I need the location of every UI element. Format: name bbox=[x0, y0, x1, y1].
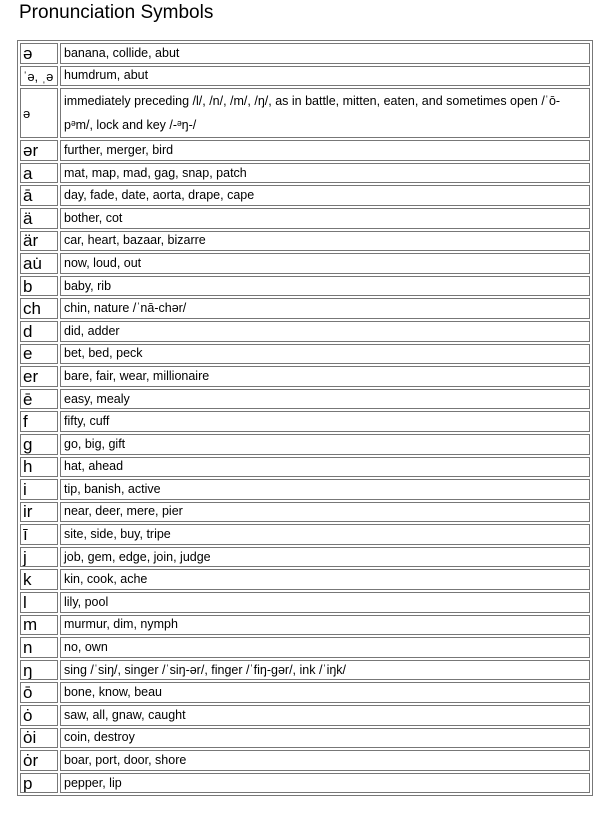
symbol-cell: p bbox=[20, 773, 58, 794]
table-row bbox=[20, 366, 590, 387]
examples-cell: near, deer, mere, pier bbox=[60, 502, 590, 523]
table-row bbox=[20, 705, 590, 726]
symbol-cell: n bbox=[20, 637, 58, 658]
symbol-text: ˈə, ˌə bbox=[23, 68, 54, 84]
table-row bbox=[20, 502, 590, 523]
table-row bbox=[20, 615, 590, 636]
examples-cell: chin, nature /ˈnā-chər/ bbox=[60, 298, 590, 319]
table-row bbox=[20, 66, 590, 87]
table-row bbox=[20, 660, 590, 681]
examples-cell: baby, rib bbox=[60, 276, 590, 297]
symbol-cell: ə bbox=[20, 43, 58, 64]
table-row bbox=[20, 524, 590, 545]
examples-cell: pepper, lip bbox=[60, 773, 590, 794]
examples-cell: did, adder bbox=[60, 321, 590, 342]
table-row bbox=[20, 750, 590, 771]
examples-cell: now, loud, out bbox=[60, 253, 590, 274]
table-row bbox=[20, 389, 590, 410]
examples-cell: sing /ˈsiŋ/, singer /ˈsiŋ-ər/, finger /ˈfiŋ-gər/, ink /ˈiŋk/ bbox=[60, 660, 590, 681]
table-row bbox=[20, 88, 590, 138]
table-row bbox=[20, 43, 590, 64]
examples-cell: site, side, buy, tripe bbox=[60, 524, 590, 545]
symbol-cell: f bbox=[20, 411, 58, 432]
symbol-cell: ā bbox=[20, 185, 58, 206]
table-row bbox=[20, 592, 590, 613]
symbol-cell: h bbox=[20, 457, 58, 478]
symbol-cell: ŋ bbox=[20, 660, 58, 681]
examples-cell: car, heart, bazaar, bizarre bbox=[60, 231, 590, 252]
table-row bbox=[20, 253, 590, 274]
examples-cell: saw, all, gnaw, caught bbox=[60, 705, 590, 726]
table-row bbox=[20, 547, 590, 568]
examples-cell: bone, know, beau bbox=[60, 682, 590, 703]
symbol-cell: a bbox=[20, 163, 58, 184]
symbol-cell: m bbox=[20, 615, 58, 636]
table-row bbox=[20, 773, 590, 794]
symbol-cell: er bbox=[20, 366, 58, 387]
table-row bbox=[20, 637, 590, 658]
symbol-cell: b bbox=[20, 276, 58, 297]
table-row bbox=[20, 411, 590, 432]
examples-cell: lily, pool bbox=[60, 592, 590, 613]
symbol-cell bbox=[20, 66, 58, 87]
examples-cell: immediately preceding /l/, /n/, /m/, /ŋ/, as in battle, mitten, eaten, and sometimes open /ˈō-pᵊm/, lock and key /-ᵊŋ-/ bbox=[60, 88, 590, 138]
symbol-cell: ȯ bbox=[20, 705, 58, 726]
symbol-text: ə bbox=[23, 106, 31, 122]
symbol-cell: ē bbox=[20, 389, 58, 410]
examples-cell: murmur, dim, nymph bbox=[60, 615, 590, 636]
table-row bbox=[20, 185, 590, 206]
symbol-cell: ir bbox=[20, 502, 58, 523]
examples-cell: hat, ahead bbox=[60, 457, 590, 478]
examples-cell: bother, cot bbox=[60, 208, 590, 229]
table-row bbox=[20, 163, 590, 184]
table-row bbox=[20, 321, 590, 342]
table-row bbox=[20, 682, 590, 703]
symbol-cell: ō bbox=[20, 682, 58, 703]
pronunciation-table bbox=[17, 40, 593, 796]
symbol-cell: g bbox=[20, 434, 58, 455]
examples-cell: further, merger, bird bbox=[60, 140, 590, 161]
table-row bbox=[20, 344, 590, 365]
table-row bbox=[20, 231, 590, 252]
symbol-cell: ī bbox=[20, 524, 58, 545]
symbol-cell: ä bbox=[20, 208, 58, 229]
table-row bbox=[20, 728, 590, 749]
examples-cell: no, own bbox=[60, 637, 590, 658]
examples-cell: boar, port, door, shore bbox=[60, 750, 590, 771]
symbol-cell: l bbox=[20, 592, 58, 613]
symbol-cell: ch bbox=[20, 298, 58, 319]
symbol-cell: är bbox=[20, 231, 58, 252]
table-row bbox=[20, 298, 590, 319]
table-row bbox=[20, 457, 590, 478]
symbol-cell: ȯr bbox=[20, 750, 58, 771]
symbol-cell: k bbox=[20, 569, 58, 590]
examples-cell: bare, fair, wear, millionaire bbox=[60, 366, 590, 387]
table-row bbox=[20, 569, 590, 590]
table-row bbox=[20, 276, 590, 297]
examples-cell: easy, mealy bbox=[60, 389, 590, 410]
examples-cell: job, gem, edge, join, judge bbox=[60, 547, 590, 568]
symbol-cell: j bbox=[20, 547, 58, 568]
symbol-cell: d bbox=[20, 321, 58, 342]
examples-cell: fifty, cuff bbox=[60, 411, 590, 432]
symbol-cell: i bbox=[20, 479, 58, 500]
table-row bbox=[20, 434, 590, 455]
examples-cell: mat, map, mad, gag, snap, patch bbox=[60, 163, 590, 184]
symbol-cell: e bbox=[20, 344, 58, 365]
examples-cell: kin, cook, ache bbox=[60, 569, 590, 590]
examples-cell: tip, banish, active bbox=[60, 479, 590, 500]
symbol-cell bbox=[20, 88, 58, 138]
table-row bbox=[20, 208, 590, 229]
table-row bbox=[20, 140, 590, 161]
table-row bbox=[20, 479, 590, 500]
examples-cell: day, fade, date, aorta, drape, cape bbox=[60, 185, 590, 206]
examples-cell: humdrum, abut bbox=[60, 66, 590, 87]
examples-cell: bet, bed, peck bbox=[60, 344, 590, 365]
examples-cell: go, big, gift bbox=[60, 434, 590, 455]
examples-cell: banana, collide, abut bbox=[60, 43, 590, 64]
page-title: Pronunciation Symbols bbox=[19, 2, 214, 23]
symbol-cell: ər bbox=[20, 140, 58, 161]
examples-cell: coin, destroy bbox=[60, 728, 590, 749]
symbol-cell: au̇ bbox=[20, 253, 58, 274]
symbol-cell: ȯi bbox=[20, 728, 58, 749]
